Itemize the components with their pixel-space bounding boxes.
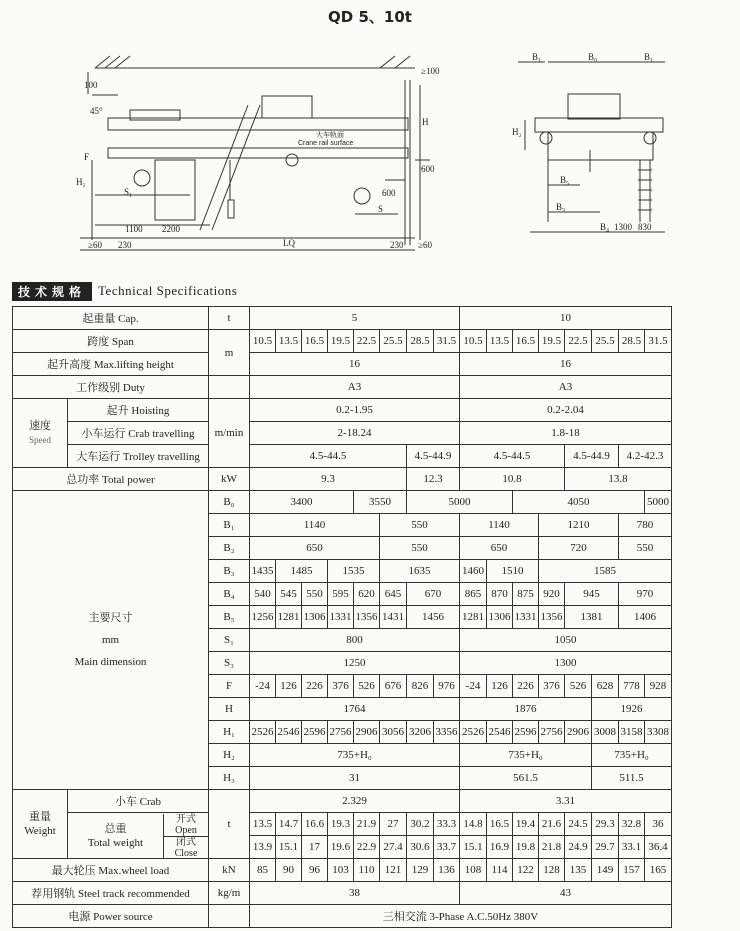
dim-H1: H₁ [76,177,86,187]
table-cell: 19.3 [328,813,354,836]
dim-1100: 1100 [125,224,143,234]
sym-H1: H₁ [209,721,250,744]
table-cell: 1510 [487,560,539,583]
table-cell: 620 [354,583,380,606]
sym-B5: B₅ [209,606,250,629]
dim-S1: S₁ [124,187,133,197]
dim-ge60-left: ≥60 [88,240,102,250]
table-cell: 2546 [487,721,513,744]
track-label: 荐用钢轨 Steel track recommended [13,882,209,905]
table-cell: 526 [565,675,592,698]
table-cell: 126 [487,675,513,698]
page-title: QD 5、10t [328,8,412,26]
table-cell: 33.1 [619,836,645,859]
rail-label-en: Crane rail surface [298,140,354,147]
sym-F: F [209,675,250,698]
table-cell: 4.2-42.3 [619,445,672,468]
duty-10: A3 [460,376,672,399]
table-cell: 3008 [592,721,619,744]
rail-label-cn: 大车轨面 [316,132,344,139]
row-cap [13,307,672,330]
dim-B4: B₄ [600,222,610,232]
duty-label: 工作级别 Duty [13,376,209,399]
table-cell: 13.5 [276,330,302,353]
speed-label [13,399,68,468]
table-cell: 9.3 [250,468,407,491]
dim-1300: 1300 [614,222,632,232]
table-cell: 3056 [380,721,407,744]
table-cell: 928 [645,675,672,698]
table-cell: 875 [513,583,539,606]
table-cell: 1381 [565,606,619,629]
table-cell: 122 [513,859,539,882]
track-10: 43 [460,882,672,905]
table-cell: 12.3 [407,468,460,491]
total-weight-en: Total weight [87,836,144,849]
table-cell: 1250 [250,652,460,675]
table-cell: 2526 [250,721,276,744]
dim-B1-right: B₁ [644,52,654,62]
table-cell: 1140 [250,514,380,537]
row-duty [13,376,672,399]
dim-B3: B₃ [556,202,566,212]
duty-5: A3 [250,376,460,399]
open-en: Open [175,824,197,836]
span-label: 跨度 Span [13,330,209,353]
table-cell: 14.7 [276,813,302,836]
table-cell: 30.2 [407,813,434,836]
open-cn: 开式 [176,813,196,825]
table-cell: 32.8 [619,813,645,836]
table-cell: 780 [619,514,672,537]
speed-unit: m/min [209,399,250,468]
table-cell: 3356 [434,721,460,744]
table-cell: 970 [619,583,672,606]
cap-10: 10 [460,307,672,330]
sym-S3: S₃ [209,652,250,675]
table-cell: 22.5 [565,330,592,353]
table-cell: 25.5 [380,330,407,353]
spec-heading [12,282,237,300]
sym-B3: B₃ [209,560,250,583]
dim-label-en: Main dimension [74,656,147,668]
table-cell: 13.5 [250,813,276,836]
table-cell: 13.5 [487,330,513,353]
table-cell: 19.5 [539,330,565,353]
table-cell: 10.8 [460,468,565,491]
weight-crab-5: 2.329 [250,790,460,813]
table-cell: 2756 [539,721,565,744]
row-speed-crab [13,422,672,445]
table-cell: 4.5-44.5 [460,445,565,468]
weight-label-en: Weight [24,825,56,837]
table-cell: 33.7 [434,836,460,859]
table-cell: 1331 [513,606,539,629]
table-cell: 21.6 [539,813,565,836]
table-cell: 1635 [380,560,460,583]
table-cell: 2756 [328,721,354,744]
table-cell: 2906 [565,721,592,744]
table-cell: 129 [407,859,434,882]
table-cell: 121 [380,859,407,882]
table-cell: 29.3 [592,813,619,836]
table-cell: 870 [487,583,513,606]
table-cell: 945 [565,583,619,606]
table-cell: 1585 [539,560,672,583]
dim-B5: B₅ [560,175,570,185]
row-source [13,905,672,928]
row-lift [13,353,672,376]
sym-H: H [209,698,250,721]
speed-label-en: Speed [29,435,51,445]
table-cell: 1050 [460,629,672,652]
table-cell: 1406 [619,606,672,629]
table-cell: 550 [619,537,672,560]
dim-830: 830 [638,222,652,232]
table-cell: 19.4 [513,813,539,836]
sym-B2: B₂ [209,537,250,560]
row-track [13,882,672,905]
table-cell: 16.6 [302,813,328,836]
table-cell: 16.5 [513,330,539,353]
table-cell: 135 [565,859,592,882]
table-cell: 226 [302,675,328,698]
table-cell: 735+H₀ [460,744,592,767]
table-cell: 4050 [513,491,645,514]
weight-unit: t [209,790,250,859]
row-span [13,330,672,353]
table-cell: 31.5 [434,330,460,353]
table-cell: 778 [619,675,645,698]
dim-600b: 600 [421,164,435,174]
power-unit: kW [209,468,250,491]
close-en: Close [174,847,198,859]
hoist-10: 0.2-2.04 [460,399,672,422]
sym-H3: H₃ [209,767,250,790]
dim-100: 100 [84,80,98,90]
source-unit [209,905,250,928]
table-cell: 128 [539,859,565,882]
table-cell: 526 [354,675,380,698]
spec-table [12,306,672,928]
row-wheel [13,859,672,882]
table-cell: 3400 [250,491,354,514]
table-cell: 33.3 [434,813,460,836]
total-weight-label [68,813,209,859]
table-cell: 550 [380,514,460,537]
table-cell: 27.4 [380,836,407,859]
table-cell: 28.5 [407,330,434,353]
table-cell: 96 [302,859,328,882]
table-cell: 1431 [380,606,407,629]
table-cell: 19.8 [513,836,539,859]
weight-label [13,790,68,859]
table-cell: 13.9 [250,836,276,859]
table-cell: 550 [380,537,460,560]
sym-B1: B₁ [209,514,250,537]
dim-B0: B₀ [588,52,598,62]
dim-H: H [422,117,429,127]
table-cell: 226 [513,675,539,698]
crab-label: 小车运行 Crab travelling [68,422,209,445]
dim-LQ: LQ [283,238,295,248]
table-cell: 15.1 [460,836,487,859]
row-power [13,468,672,491]
row-weight-open [13,813,672,836]
weight-crab-label: 小车 Crab [68,790,209,813]
table-cell: 19.5 [328,330,354,353]
table-cell: 800 [250,629,460,652]
row-speed-trolley [13,445,672,468]
dim-230-right: 230 [390,240,404,250]
table-cell: 1926 [592,698,672,721]
cap-5: 5 [250,307,460,330]
source-label: 电源 Power source [13,905,209,928]
table-cell: 165 [645,859,672,882]
table-cell: 1281 [276,606,302,629]
table-cell: 36.4 [645,836,672,859]
track-unit: kg/m [209,882,250,905]
wheel-label: 最大轮压 Max.wheel load [13,859,209,882]
lift-10: 16 [460,353,672,376]
table-cell: 114 [487,859,513,882]
table-cell: 24.9 [565,836,592,859]
weight-label-cn: 重量 [29,811,51,823]
table-cell: 36 [645,813,672,836]
lift-label: 起升高度 Max.lifting height [13,353,209,376]
table-cell: 24.5 [565,813,592,836]
sym-B0: B₀ [209,491,250,514]
table-cell: 13.8 [565,468,672,491]
table-cell: 16.5 [302,330,328,353]
table-cell: 2906 [354,721,380,744]
dim-600a: 600 [382,188,396,198]
table-cell: 3550 [354,491,407,514]
table-cell: 5000 [645,491,672,514]
weight-crab-10: 3.31 [460,790,672,813]
table-cell: 545 [276,583,302,606]
dim-label [13,491,209,790]
table-cell: 2596 [513,721,539,744]
table-cell: 1485 [276,560,328,583]
table-cell: 3206 [407,721,434,744]
table-cell: 1300 [460,652,672,675]
table-cell: 1306 [487,606,513,629]
close-cn: 闭式 [176,836,196,848]
dim-S: S [378,204,384,214]
table-cell: 3158 [619,721,645,744]
table-cell: 16.5 [487,813,513,836]
sym-H2: H₂ [209,744,250,767]
table-cell: 1764 [250,698,460,721]
table-cell: 30.6 [407,836,434,859]
dim-ge100: ≥100 [421,66,440,76]
total-weight-cn: 总重 [104,822,127,835]
dim-B1-left: B₁ [532,52,542,62]
duty-unit [209,376,250,399]
table-cell: 110 [354,859,380,882]
power-label: 总功率 Total power [13,468,209,491]
cap-unit: t [209,307,250,330]
table-cell: 826 [407,675,434,698]
table-cell: 1356 [539,606,565,629]
track-5: 38 [250,882,460,905]
cap-label: 起重量 Cap. [13,307,209,330]
dim-2200: 2200 [162,224,180,234]
table-cell: 2596 [302,721,328,744]
table-cell: 85 [250,859,276,882]
table-cell: 10.5 [250,330,276,353]
table-cell: 735+H₀ [250,744,460,767]
table-cell: 157 [619,859,645,882]
table-cell: 31 [250,767,460,790]
lift-5: 16 [250,353,460,376]
table-cell: -24 [250,675,276,698]
wheel-unit: kN [209,859,250,882]
table-cell: 5000 [407,491,513,514]
row-weight-crab [13,790,672,813]
spec-heading-cn: 技术规格 [12,282,92,301]
table-cell: 628 [592,675,619,698]
dim-F: F [84,152,90,162]
dim-label-cn: 主要尺寸 [88,612,133,624]
spec-heading-en: Technical Specifications [98,283,238,298]
table-cell: 149 [592,859,619,882]
table-cell: 595 [328,583,354,606]
dim-H2: H₂ [512,127,522,137]
table-cell: 865 [460,583,487,606]
table-cell: 540 [250,583,276,606]
dim-label-unit: mm [101,634,120,646]
table-cell: 27 [380,813,407,836]
table-cell: 3308 [645,721,672,744]
table-cell: 650 [250,537,380,560]
table-cell: 4.5-44.9 [565,445,619,468]
speed-label-cn: 速度 [29,420,51,432]
table-cell: 1210 [539,514,619,537]
table-cell: 676 [380,675,407,698]
table-cell: 4.5-44.9 [407,445,460,468]
table-cell: 1535 [328,560,380,583]
table-cell: 511.5 [592,767,672,790]
table-cell: 650 [460,537,539,560]
table-cell: 1306 [302,606,328,629]
source-value: 三相交流 3-Phase A.C.50Hz 380V [250,905,672,928]
table-cell: 2526 [460,721,487,744]
table-cell: 1456 [407,606,460,629]
table-cell: 19.6 [328,836,354,859]
table-cell: 720 [539,537,619,560]
span-unit: m [209,330,250,376]
table-cell: 670 [407,583,460,606]
table-cell: 90 [276,859,302,882]
table-cell: 25.5 [592,330,619,353]
row-speed-hoist [13,399,672,422]
table-cell: 31.5 [645,330,672,353]
crab-10: 1.8-18 [460,422,672,445]
table-cell: 136 [434,859,460,882]
table-cell: 920 [539,583,565,606]
table-cell: 21.9 [354,813,380,836]
table-cell: 1281 [460,606,487,629]
table-cell: 550 [302,583,328,606]
table-cell: 103 [328,859,354,882]
table-cell: 4.5-44.5 [250,445,407,468]
table-cell: 2546 [276,721,302,744]
table-cell: 1435 [250,560,276,583]
trolley-label: 大车运行 Trolley travelling [68,445,209,468]
table-cell: 1140 [460,514,539,537]
table-cell: 10.5 [460,330,487,353]
hoist-5: 0.2-1.95 [250,399,460,422]
table-cell: 15.1 [276,836,302,859]
table-cell: 735+H₀ [592,744,672,767]
table-cell: -24 [460,675,487,698]
table-cell: 22.5 [354,330,380,353]
table-cell: 1331 [328,606,354,629]
table-cell: 16.9 [487,836,513,859]
row-B0 [13,491,672,514]
table-cell: 22.9 [354,836,380,859]
table-cell: 1876 [460,698,592,721]
table-cell: 17 [302,836,328,859]
sym-S1: S₁ [209,629,250,652]
table-cell: 126 [276,675,302,698]
table-cell: 28.5 [619,330,645,353]
table-cell: 376 [539,675,565,698]
table-cell: 376 [328,675,354,698]
table-cell: 14.8 [460,813,487,836]
table-cell: 1356 [354,606,380,629]
table-cell: 29.7 [592,836,619,859]
table-cell: 976 [434,675,460,698]
table-cell: 1256 [250,606,276,629]
crane-drawings [0,0,740,280]
sym-B4: B₄ [209,583,250,606]
table-cell: 21.8 [539,836,565,859]
angle-45: 45° [90,106,103,116]
dim-ge60-right: ≥60 [418,240,432,250]
table-cell: 1460 [460,560,487,583]
crab-5: 2-18.24 [250,422,460,445]
table-cell: 108 [460,859,487,882]
dim-230-left: 230 [118,240,132,250]
table-cell: 645 [380,583,407,606]
table-cell: 561.5 [460,767,592,790]
hoist-label: 起升 Hoisting [68,399,209,422]
